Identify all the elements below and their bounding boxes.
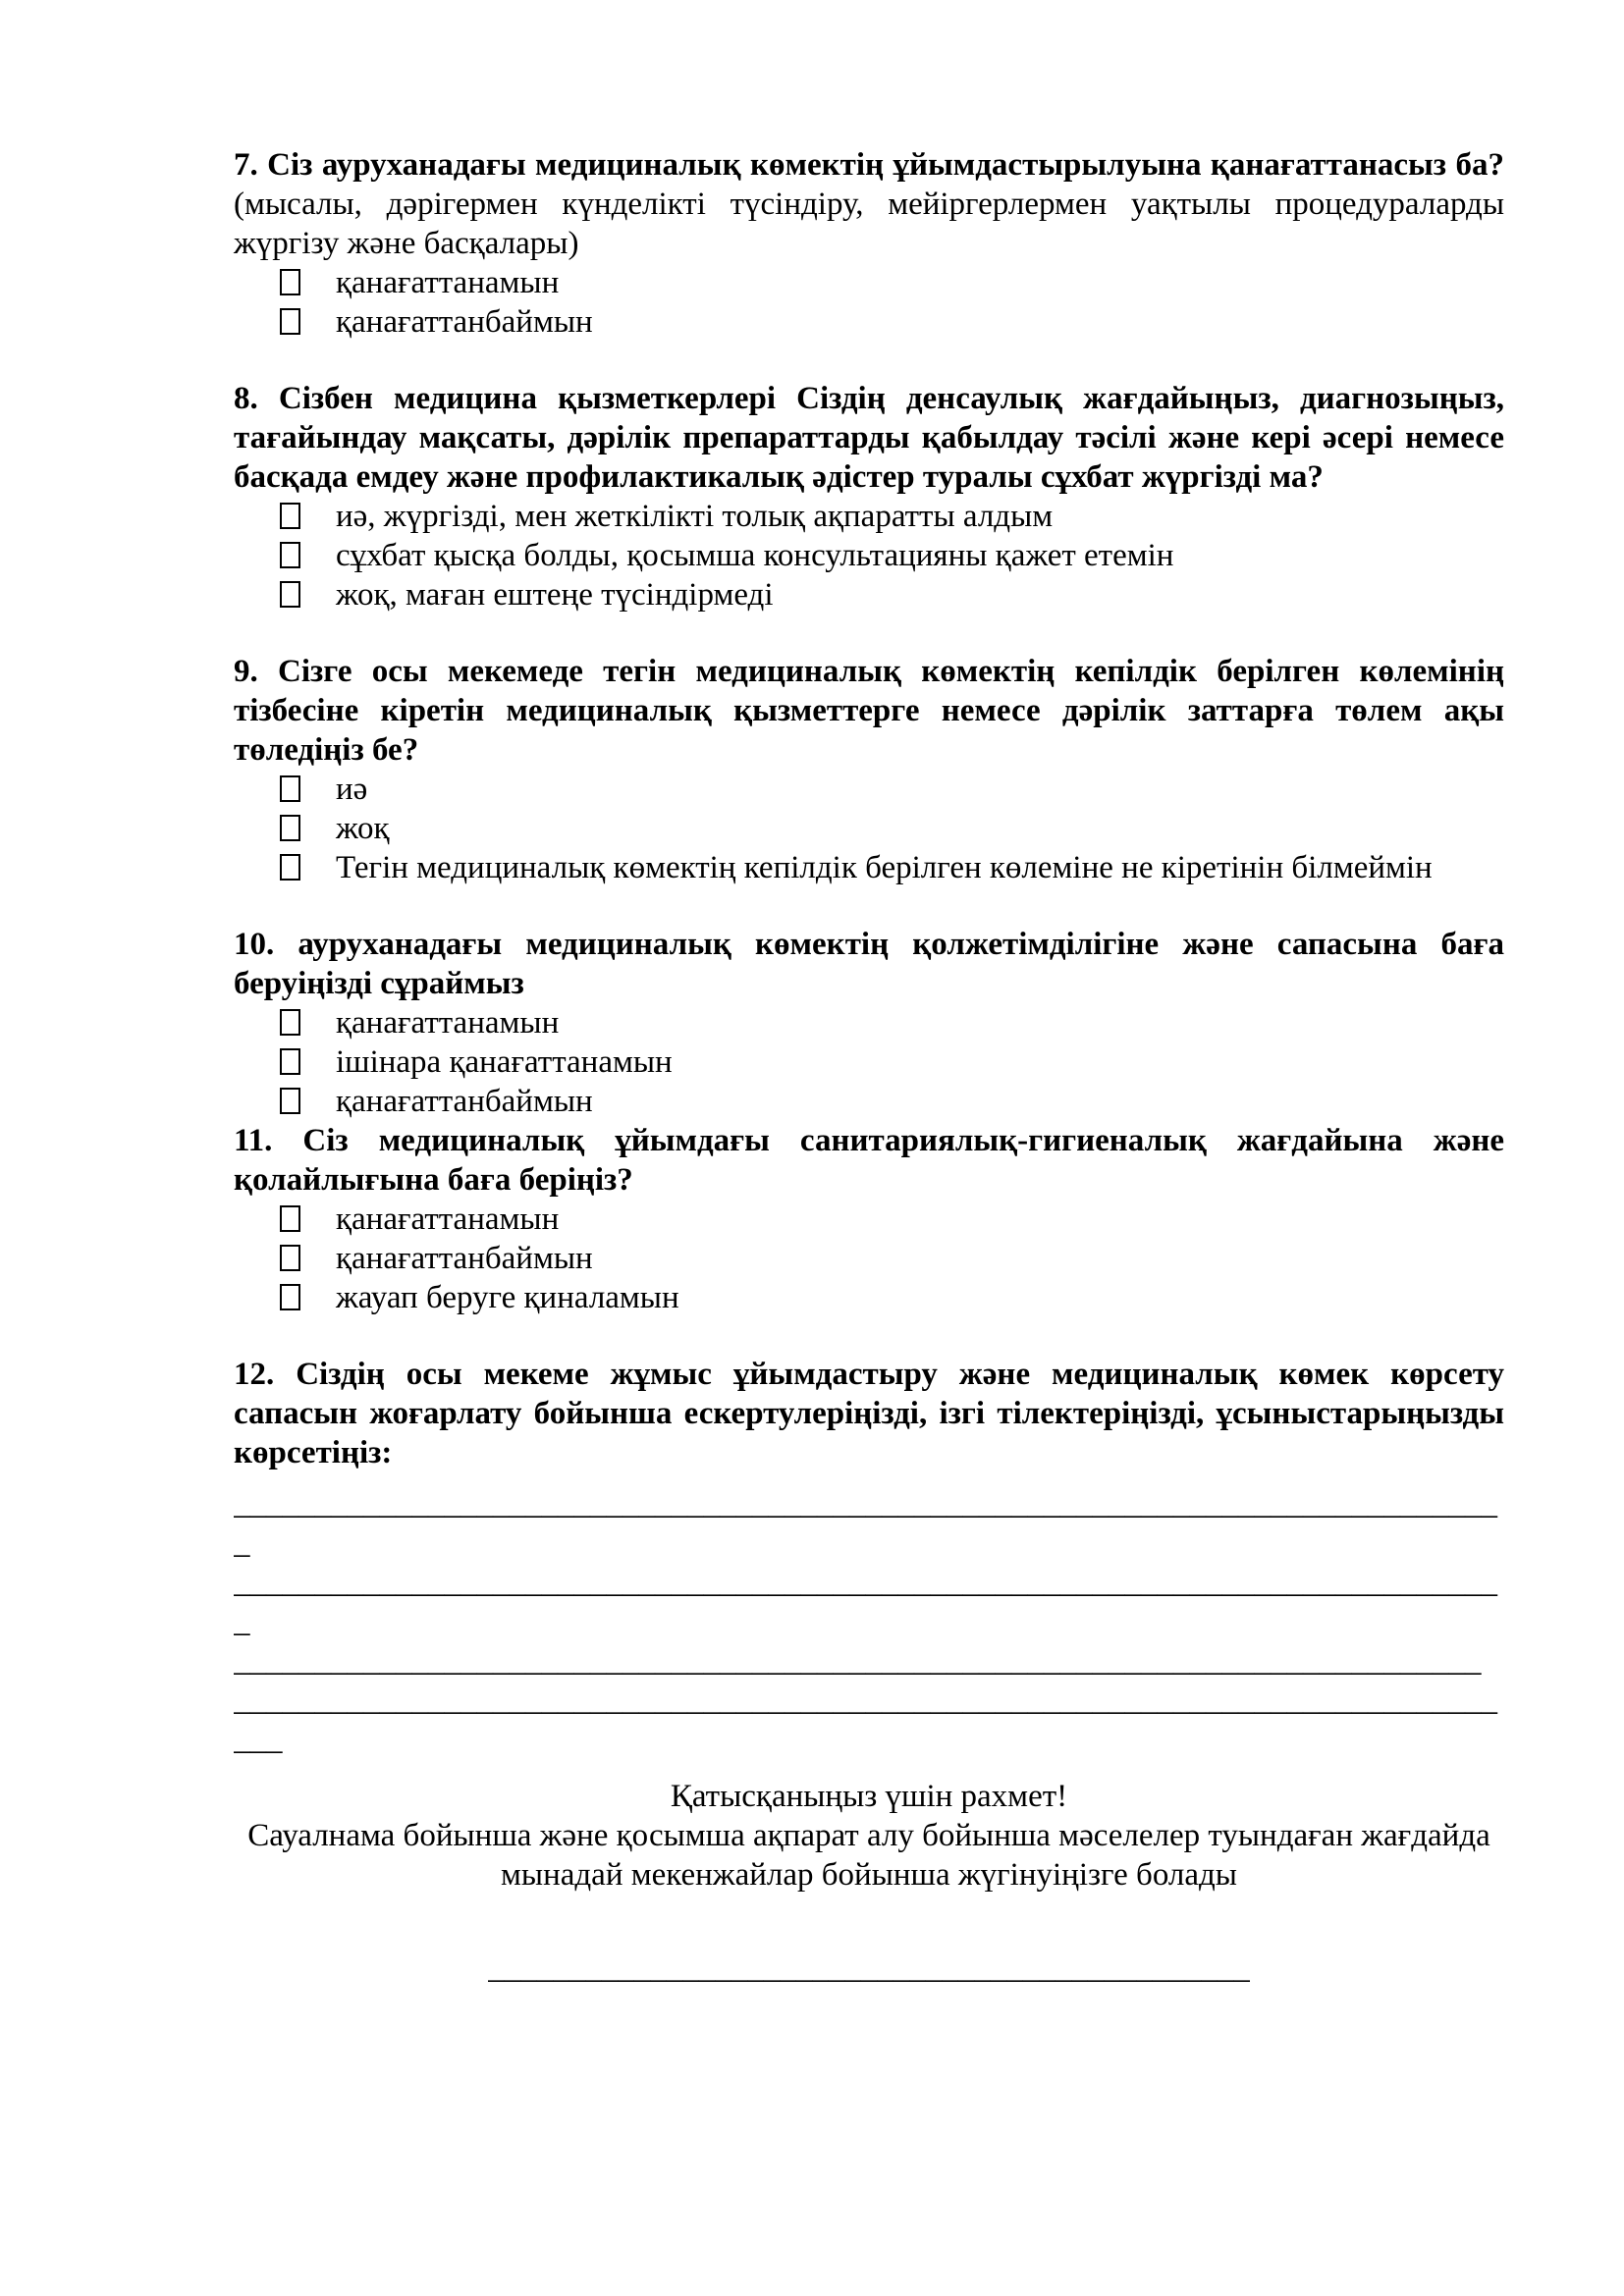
write-in-line[interactable]: _ (234, 1525, 250, 1561)
question-9-text (234, 652, 1504, 770)
question-11 (234, 1121, 1504, 1317)
option-label: қанағаттанбаймын (336, 304, 593, 340)
option-label: қанағаттанамын (336, 1005, 560, 1041)
option-label: ішінара қанағаттанамын (336, 1044, 673, 1080)
option-label: сұхбат қысқа болды, қосымша консультацияны қажет етемін (336, 538, 1174, 573)
checkbox-icon[interactable] (280, 815, 300, 841)
checkbox-icon[interactable] (280, 1088, 300, 1114)
checkbox-icon[interactable] (280, 269, 300, 295)
option-row[interactable] (234, 536, 1504, 575)
checkbox-icon[interactable] (280, 1048, 300, 1075)
write-in-line[interactable]: ______________________________________________________________________________ (234, 1682, 1497, 1718)
checkbox-icon[interactable] (280, 1009, 300, 1036)
question-10-text (234, 925, 1504, 1003)
option-row[interactable] (234, 809, 1504, 848)
option-label: қанағаттанбаймын (336, 1241, 593, 1276)
option-row[interactable] (234, 1200, 1504, 1239)
checkbox-icon[interactable] (280, 1284, 300, 1310)
option-label: иә, жүргізді, мен жеткілікті толық ақпаратты алдым (336, 499, 1054, 534)
question-7-bold: 7. Сіз ауруханадағы медициналық көмектің ұйымдастырылуына қанағаттанасыз ба? (234, 147, 1504, 183)
question-7-normal: (мысалы, дәрігермен күнделікті түсіндіру, мейіргерлермен уақтылы процедураларды жүргізу және басқалары) (234, 187, 1504, 261)
write-in-line[interactable]: _____________________________________________________________________________ (234, 1643, 1482, 1679)
option-row[interactable] (234, 302, 1504, 342)
checkbox-icon[interactable] (280, 775, 300, 802)
option-label: жоқ (336, 811, 390, 846)
checkbox-icon[interactable] (280, 1245, 300, 1271)
question-11-bold: 11. Сіз медициналық ұйымдағы санитариялық-гигиеналық жағдайына және қолайлығына баға беріңіз? (234, 1123, 1504, 1198)
option-row[interactable] (234, 1239, 1504, 1278)
question-9-bold: 9. Сізге осы мекемеде тегін медициналық көмектің кепілдік берілген көлемінің тізбесіне кіретін медициналық қызметтерге немесе дәрілік заттарға төлем ақы төледіңіз бе? (234, 654, 1504, 768)
option-label: қанағаттанамын (336, 1201, 560, 1237)
option-row[interactable] (234, 1082, 1504, 1121)
footer-note-line2: мынадай мекенжайлар бойынша жүгінуіңізге болады (501, 1857, 1237, 1893)
option-row[interactable] (234, 770, 1504, 809)
footer (234, 1777, 1504, 1895)
write-in-line[interactable]: ___ (234, 1722, 283, 1757)
option-label: жоқ, маған ештеңе түсіндірмеді (336, 577, 774, 613)
question-10 (234, 925, 1504, 1121)
option-row[interactable] (234, 575, 1504, 614)
question-12 (234, 1355, 1504, 1472)
question-8-text (234, 379, 1504, 497)
question-12-bold: 12. Сіздің осы мекеме жұмыс ұйымдастыру және медициналық көмек көрсету сапасын жоғарлату бойынша ескертулеріңізді, ізгі тілектеріңізді, ұсыныстарыңызды көрсетіңіз: (234, 1357, 1504, 1470)
question-10-bold: 10. ауруханадағы медициналық көмектің қолжетімділігіне және сапасына баға беруіңізді сұраймыз (234, 927, 1504, 1001)
checkbox-icon[interactable] (280, 581, 300, 608)
write-in-line[interactable]: ______________________________________________________________________________ (234, 1565, 1497, 1600)
question-12-text (234, 1355, 1504, 1472)
option-row[interactable] (234, 848, 1504, 887)
option-label: иә (336, 772, 368, 807)
question-7 (234, 145, 1504, 342)
option-row[interactable] (234, 1278, 1504, 1317)
write-in-line[interactable]: _ (234, 1604, 250, 1639)
checkbox-icon[interactable] (280, 542, 300, 568)
write-in-area (234, 1484, 1504, 1759)
option-row[interactable] (234, 497, 1504, 536)
option-row[interactable] (234, 1042, 1504, 1082)
question-9 (234, 652, 1504, 887)
questionnaire-content (234, 145, 1504, 1988)
option-label: қанағаттанамын (336, 265, 560, 300)
option-label: қанағаттанбаймын (336, 1084, 593, 1119)
option-label: Тегін медициналық көмектің кепілдік берілген көлеміне не кіретінін білмеймін (336, 850, 1433, 885)
address-write-in-line[interactable]: _______________________________________________ (488, 1950, 1250, 1986)
option-row[interactable] (234, 1003, 1504, 1042)
checkbox-icon[interactable] (280, 1205, 300, 1232)
checkbox-icon[interactable] (280, 308, 300, 335)
thanks-text: Қатысқаныңыз үшін рахмет! (670, 1779, 1068, 1814)
question-8 (234, 379, 1504, 614)
question-11-text (234, 1121, 1504, 1200)
option-row[interactable] (234, 263, 1504, 302)
footer-note-line1: Сауалнама бойынша және қосымша ақпарат алу бойынша мәселелер туындаған жағдайда (247, 1818, 1490, 1853)
option-label: жауап беруге қиналамын (336, 1280, 679, 1315)
question-7-text (234, 145, 1504, 263)
question-8-bold: 8. Сізбен медицина қызметкерлері Сіздің денсаулық жағдайыңыз, диагнозыңыз, тағайындау мақсаты, дәрілік препараттарды қабылдау тәсілі және кері әсері немесе басқада емдеу және профилактикалық әдістер туралы сұхбат жүргізді ма? (234, 381, 1504, 495)
checkbox-icon[interactable] (280, 503, 300, 529)
checkbox-icon[interactable] (280, 854, 300, 881)
write-in-line[interactable]: ______________________________________________________________________________ (234, 1486, 1497, 1522)
